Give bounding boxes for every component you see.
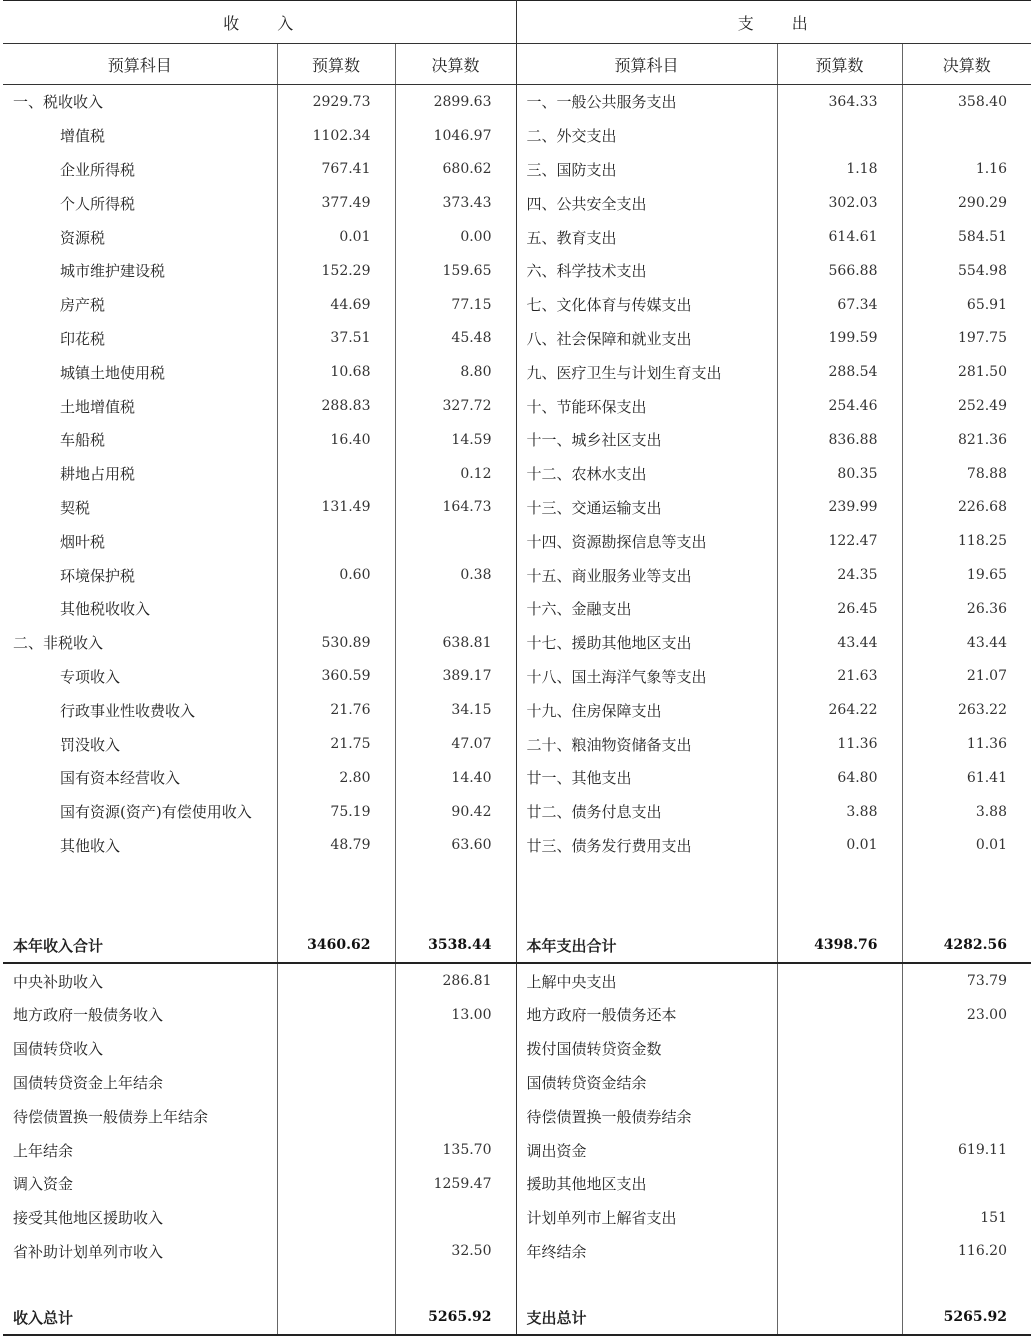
income-final-value: 63.60 xyxy=(395,829,516,863)
table-row xyxy=(3,355,1031,389)
income-transfer-item: 调入资金 xyxy=(13,1175,74,1194)
expense-final-header: 决算数 xyxy=(902,44,1031,85)
income-item: 专项收入 xyxy=(60,667,121,686)
income-budget-value: 48.79 xyxy=(277,829,395,863)
expense-item: 十一、城乡社区支出 xyxy=(516,423,777,457)
budget-final-accounts-table xyxy=(3,0,1031,1328)
income-item: 个人所得税 xyxy=(60,194,136,213)
expense-grand-total-budget xyxy=(777,1300,902,1335)
expense-transfer-budget xyxy=(777,1167,902,1201)
expense-final-value xyxy=(902,119,1031,153)
table-row xyxy=(3,322,1031,356)
table-row xyxy=(3,85,1031,119)
expense-year-total-final: 4282.56 xyxy=(902,928,1031,963)
income-item: 烟叶税 xyxy=(60,532,106,551)
income-budget-value xyxy=(277,457,395,491)
income-budget-value: 152.29 xyxy=(277,254,395,288)
income-final-value: 159.65 xyxy=(395,254,516,288)
table-row xyxy=(3,693,1031,727)
expense-item: 七、文化体育与传媒支出 xyxy=(516,288,777,322)
income-grand-total-final: 5265.92 xyxy=(395,1300,516,1335)
table-row xyxy=(3,186,1031,220)
expense-final-value: 821.36 xyxy=(902,423,1031,457)
income-transfer-budget xyxy=(277,1201,395,1235)
income-item: 耕地占用税 xyxy=(60,465,136,484)
table-row xyxy=(3,254,1031,288)
income-transfer-item: 上年结余 xyxy=(13,1141,74,1160)
income-year-total-label: 本年收入合计 xyxy=(3,928,277,963)
income-transfer-final: 286.81 xyxy=(395,963,516,998)
income-transfer-final xyxy=(395,1032,516,1066)
expense-transfer-final: 151 xyxy=(902,1201,1031,1235)
expense-budget-value: 122.47 xyxy=(777,524,902,558)
income-item: 增值税 xyxy=(60,127,106,146)
income-final-value: 389.17 xyxy=(395,660,516,694)
expense-budget-value: 836.88 xyxy=(777,423,902,457)
expense-final-value: 554.98 xyxy=(902,254,1031,288)
income-item: 行政事业性收费收入 xyxy=(60,701,196,720)
expense-transfer-budget xyxy=(777,998,902,1032)
expense-budget-value: 11.36 xyxy=(777,727,902,761)
expense-budget-value: 1.18 xyxy=(777,153,902,187)
expense-budget-value xyxy=(777,119,902,153)
income-budget-value: 21.75 xyxy=(277,727,395,761)
expense-final-value: 65.91 xyxy=(902,288,1031,322)
income-item: 一、税收收入 xyxy=(13,93,104,112)
expense-budget-value: 67.34 xyxy=(777,288,902,322)
expense-grand-total-label: 支出总计 xyxy=(516,1300,777,1335)
expense-item: 十九、住房保障支出 xyxy=(516,693,777,727)
income-item: 二、非税收入 xyxy=(13,634,104,653)
income-final-value: 0.00 xyxy=(395,220,516,254)
transfer-row xyxy=(3,963,1031,998)
expense-item: 廿三、债务发行费用支出 xyxy=(516,829,777,863)
income-final-value: 90.42 xyxy=(395,795,516,829)
table-row xyxy=(3,626,1031,660)
expense-item: 五、教育支出 xyxy=(516,220,777,254)
income-transfer-final xyxy=(395,1201,516,1235)
expense-budget-value: 288.54 xyxy=(777,355,902,389)
expense-transfer-final xyxy=(902,1066,1031,1100)
income-item: 车船税 xyxy=(60,431,106,450)
expense-budget-value: 64.80 xyxy=(777,761,902,795)
transfer-row xyxy=(3,1066,1031,1100)
income-budget-value: 377.49 xyxy=(277,186,395,220)
expense-final-value: 78.88 xyxy=(902,457,1031,491)
income-item: 企业所得税 xyxy=(60,160,136,179)
expense-budget-value: 614.61 xyxy=(777,220,902,254)
expense-final-value: 11.36 xyxy=(902,727,1031,761)
revenue-expenditure-table xyxy=(3,0,1031,1336)
income-transfer-budget xyxy=(277,1099,395,1133)
expense-grand-total-final: 5265.92 xyxy=(902,1300,1031,1335)
income-final-value: 8.80 xyxy=(395,355,516,389)
expense-item: 九、医疗卫生与计划生育支出 xyxy=(516,355,777,389)
expense-final-value: 61.41 xyxy=(902,761,1031,795)
income-budget-value: 16.40 xyxy=(277,423,395,457)
expense-transfer-final xyxy=(902,1167,1031,1201)
expense-budget-value: 80.35 xyxy=(777,457,902,491)
table-row xyxy=(3,457,1031,491)
table-row xyxy=(3,491,1031,525)
transfer-row xyxy=(3,1099,1031,1133)
expense-transfer-budget xyxy=(777,963,902,998)
expense-budget-value: 21.63 xyxy=(777,660,902,694)
expense-item: 十二、农林水支出 xyxy=(516,457,777,491)
expense-group-header: 支 出 xyxy=(516,1,1031,44)
expense-budget-value: 26.45 xyxy=(777,592,902,626)
expense-transfer-item: 地方政府一般债务还本 xyxy=(516,998,777,1032)
income-final-value: 77.15 xyxy=(395,288,516,322)
expense-final-value: 43.44 xyxy=(902,626,1031,660)
table-row xyxy=(3,119,1031,153)
expense-transfer-budget xyxy=(777,1133,902,1167)
year-total-row xyxy=(3,928,1031,963)
spacer-row xyxy=(3,1268,1031,1300)
income-budget-value: 288.83 xyxy=(277,389,395,423)
expense-final-value: 358.40 xyxy=(902,85,1031,119)
income-item: 环境保护税 xyxy=(60,566,136,585)
expense-budget-value: 24.35 xyxy=(777,558,902,592)
transfer-row xyxy=(3,1032,1031,1066)
income-item: 城市维护建设税 xyxy=(60,262,166,281)
income-budget-value: 44.69 xyxy=(277,288,395,322)
income-item-header: 预算科目 xyxy=(3,44,277,85)
expense-item: 二、外交支出 xyxy=(516,119,777,153)
expense-transfer-final xyxy=(902,1099,1031,1133)
expense-item: 十三、交通运输支出 xyxy=(516,491,777,525)
income-final-value: 34.15 xyxy=(395,693,516,727)
expense-budget-value: 254.46 xyxy=(777,389,902,423)
expense-transfer-item: 援助其他地区支出 xyxy=(516,1167,777,1201)
empty-cell xyxy=(902,862,1031,928)
income-final-value: 14.40 xyxy=(395,761,516,795)
empty-cell xyxy=(777,862,902,928)
expense-budget-value: 43.44 xyxy=(777,626,902,660)
income-budget-value: 2.80 xyxy=(277,761,395,795)
income-budget-value xyxy=(277,524,395,558)
empty-cell xyxy=(277,862,395,928)
expense-transfer-item: 拨付国债转贷资金数 xyxy=(516,1032,777,1066)
expense-item: 十八、国土海洋气象等支出 xyxy=(516,660,777,694)
expense-final-value: 1.16 xyxy=(902,153,1031,187)
income-budget-value: 37.51 xyxy=(277,322,395,356)
expense-final-value: 290.29 xyxy=(902,186,1031,220)
income-final-value: 164.73 xyxy=(395,491,516,525)
expense-final-value: 226.68 xyxy=(902,491,1031,525)
expense-final-value: 252.49 xyxy=(902,389,1031,423)
empty-cell xyxy=(277,1268,395,1300)
expense-year-total-label: 本年支出合计 xyxy=(516,928,777,963)
expense-transfer-budget xyxy=(777,1032,902,1066)
income-budget-value: 0.01 xyxy=(277,220,395,254)
income-budget-value xyxy=(277,592,395,626)
income-transfer-item: 省补助计划单列市收入 xyxy=(13,1242,164,1261)
table-row xyxy=(3,727,1031,761)
income-transfer-final xyxy=(395,1066,516,1100)
income-item: 国有资本经营收入 xyxy=(60,769,181,788)
empty-cell xyxy=(3,1268,277,1300)
income-item: 土地增值税 xyxy=(60,397,136,416)
table-row xyxy=(3,288,1031,322)
income-item: 其他收入 xyxy=(60,836,121,855)
table-row xyxy=(3,829,1031,863)
expense-item: 十五、商业服务业等支出 xyxy=(516,558,777,592)
table-row xyxy=(3,795,1031,829)
income-final-value: 45.48 xyxy=(395,322,516,356)
expense-final-value: 21.07 xyxy=(902,660,1031,694)
expense-item-header: 预算科目 xyxy=(516,44,777,85)
empty-cell xyxy=(902,1268,1031,1300)
expense-transfer-budget xyxy=(777,1235,902,1269)
expense-item: 廿二、债务付息支出 xyxy=(516,795,777,829)
table-row xyxy=(3,761,1031,795)
table-row xyxy=(3,592,1031,626)
empty-cell xyxy=(3,862,277,928)
expense-transfer-budget xyxy=(777,1099,902,1133)
expense-final-value: 263.22 xyxy=(902,693,1031,727)
transfer-row xyxy=(3,1235,1031,1269)
income-budget-value: 2929.73 xyxy=(277,85,395,119)
income-year-total-budget: 3460.62 xyxy=(277,928,395,963)
income-transfer-budget xyxy=(277,1032,395,1066)
expense-final-value: 118.25 xyxy=(902,524,1031,558)
income-budget-header: 预算数 xyxy=(277,44,395,85)
table-row xyxy=(3,153,1031,187)
income-transfer-final xyxy=(395,1099,516,1133)
expense-item: 十六、金融支出 xyxy=(516,592,777,626)
empty-cell xyxy=(516,1268,777,1300)
expense-item: 十七、援助其他地区支出 xyxy=(516,626,777,660)
income-final-value: 0.12 xyxy=(395,457,516,491)
transfer-row xyxy=(3,1201,1031,1235)
grand-total-row xyxy=(3,1300,1031,1335)
income-grand-total-budget xyxy=(277,1300,395,1335)
income-item: 城镇土地使用税 xyxy=(60,363,166,382)
expense-item: 二十、粮油物资储备支出 xyxy=(516,727,777,761)
empty-cell xyxy=(395,862,516,928)
expense-item: 廿一、其他支出 xyxy=(516,761,777,795)
expense-final-value: 19.65 xyxy=(902,558,1031,592)
income-item: 其他税收收入 xyxy=(60,600,151,619)
income-final-value: 638.81 xyxy=(395,626,516,660)
expense-item: 十四、资源勘探信息等支出 xyxy=(516,524,777,558)
table-row xyxy=(3,423,1031,457)
empty-cell xyxy=(777,1268,902,1300)
expense-budget-value: 239.99 xyxy=(777,491,902,525)
income-item: 契税 xyxy=(60,498,91,517)
empty-cell xyxy=(395,1268,516,1300)
spacer-row xyxy=(3,862,1031,928)
income-final-value: 327.72 xyxy=(395,389,516,423)
expense-budget-value: 566.88 xyxy=(777,254,902,288)
table-row xyxy=(3,524,1031,558)
expense-transfer-final xyxy=(902,1032,1031,1066)
income-budget-value: 767.41 xyxy=(277,153,395,187)
group-header-row xyxy=(3,1,1031,44)
income-final-value xyxy=(395,524,516,558)
expense-final-value: 0.01 xyxy=(902,829,1031,863)
income-transfer-item: 国债转贷资金上年结余 xyxy=(13,1073,164,1092)
income-grand-total-label: 收入总计 xyxy=(3,1300,277,1335)
expense-transfer-item: 调出资金 xyxy=(516,1133,777,1167)
table-row xyxy=(3,558,1031,592)
expense-final-value: 281.50 xyxy=(902,355,1031,389)
expense-budget-value: 199.59 xyxy=(777,322,902,356)
income-final-value: 47.07 xyxy=(395,727,516,761)
expense-final-value: 26.36 xyxy=(902,592,1031,626)
expense-item: 八、社会保障和就业支出 xyxy=(516,322,777,356)
income-transfer-budget xyxy=(277,1133,395,1167)
expense-transfer-item: 计划单列市上解省支出 xyxy=(516,1201,777,1235)
expense-transfer-budget xyxy=(777,1201,902,1235)
income-transfer-final: 32.50 xyxy=(395,1235,516,1269)
income-budget-value: 530.89 xyxy=(277,626,395,660)
expense-budget-value: 364.33 xyxy=(777,85,902,119)
table-row xyxy=(3,220,1031,254)
expense-transfer-budget xyxy=(777,1066,902,1100)
expense-transfer-item: 待偿债置换一般债券结余 xyxy=(516,1099,777,1133)
income-final-value: 373.43 xyxy=(395,186,516,220)
income-final-value xyxy=(395,592,516,626)
income-final-value: 680.62 xyxy=(395,153,516,187)
expense-transfer-final: 116.20 xyxy=(902,1235,1031,1269)
income-group-header: 收 入 xyxy=(3,1,516,44)
expense-final-value: 3.88 xyxy=(902,795,1031,829)
income-budget-value: 21.76 xyxy=(277,693,395,727)
expense-budget-value: 3.88 xyxy=(777,795,902,829)
income-budget-value: 10.68 xyxy=(277,355,395,389)
column-header-row xyxy=(3,44,1031,85)
expense-transfer-final: 619.11 xyxy=(902,1133,1031,1167)
expense-transfer-final: 73.79 xyxy=(902,963,1031,998)
income-transfer-budget xyxy=(277,1167,395,1201)
expense-item: 十、节能环保支出 xyxy=(516,389,777,423)
income-transfer-budget xyxy=(277,1066,395,1100)
transfer-row xyxy=(3,1167,1031,1201)
expense-item: 三、国防支出 xyxy=(516,153,777,187)
income-budget-value: 1102.34 xyxy=(277,119,395,153)
expense-final-value: 197.75 xyxy=(902,322,1031,356)
income-final-value: 2899.63 xyxy=(395,85,516,119)
income-item: 罚没收入 xyxy=(60,735,121,754)
income-transfer-item: 中央补助收入 xyxy=(13,972,104,991)
expense-transfer-item: 上解中央支出 xyxy=(516,963,777,998)
income-item: 房产税 xyxy=(60,296,106,315)
income-item: 国有资源(资产)有偿使用收入 xyxy=(60,803,252,822)
income-final-value: 1046.97 xyxy=(395,119,516,153)
expense-budget-value: 302.03 xyxy=(777,186,902,220)
income-transfer-item: 接受其他地区援助收入 xyxy=(13,1209,164,1228)
expense-year-total-budget: 4398.76 xyxy=(777,928,902,963)
expense-budget-value: 0.01 xyxy=(777,829,902,863)
expense-budget-value: 264.22 xyxy=(777,693,902,727)
income-transfer-budget xyxy=(277,1235,395,1269)
expense-transfer-item: 年终结余 xyxy=(516,1235,777,1269)
income-final-value: 0.38 xyxy=(395,558,516,592)
income-year-total-final: 3538.44 xyxy=(395,928,516,963)
income-transfer-item: 国债转贷收入 xyxy=(13,1040,104,1059)
expense-item: 六、科学技术支出 xyxy=(516,254,777,288)
transfer-row xyxy=(3,1133,1031,1167)
expense-transfer-final: 23.00 xyxy=(902,998,1031,1032)
income-transfer-item: 地方政府一般债务收入 xyxy=(13,1006,164,1025)
income-budget-value: 131.49 xyxy=(277,491,395,525)
income-final-header: 决算数 xyxy=(395,44,516,85)
income-transfer-budget xyxy=(277,998,395,1032)
income-transfer-item: 待偿债置换一般债券上年结余 xyxy=(13,1107,209,1126)
income-item: 印花税 xyxy=(60,329,106,348)
expense-transfer-item: 国债转贷资金结余 xyxy=(516,1066,777,1100)
income-item: 资源税 xyxy=(60,228,106,247)
income-budget-value: 360.59 xyxy=(277,660,395,694)
table-row xyxy=(3,660,1031,694)
income-transfer-final: 1259.47 xyxy=(395,1167,516,1201)
income-budget-value: 75.19 xyxy=(277,795,395,829)
expense-final-value: 584.51 xyxy=(902,220,1031,254)
income-final-value: 14.59 xyxy=(395,423,516,457)
income-transfer-final: 135.70 xyxy=(395,1133,516,1167)
income-transfer-budget xyxy=(277,963,395,998)
expense-item: 四、公共安全支出 xyxy=(516,186,777,220)
expense-budget-header: 预算数 xyxy=(777,44,902,85)
expense-item: 一、一般公共服务支出 xyxy=(516,85,777,119)
table-row xyxy=(3,389,1031,423)
transfer-row xyxy=(3,998,1031,1032)
income-transfer-final: 13.00 xyxy=(395,998,516,1032)
empty-cell xyxy=(516,862,777,928)
income-budget-value: 0.60 xyxy=(277,558,395,592)
